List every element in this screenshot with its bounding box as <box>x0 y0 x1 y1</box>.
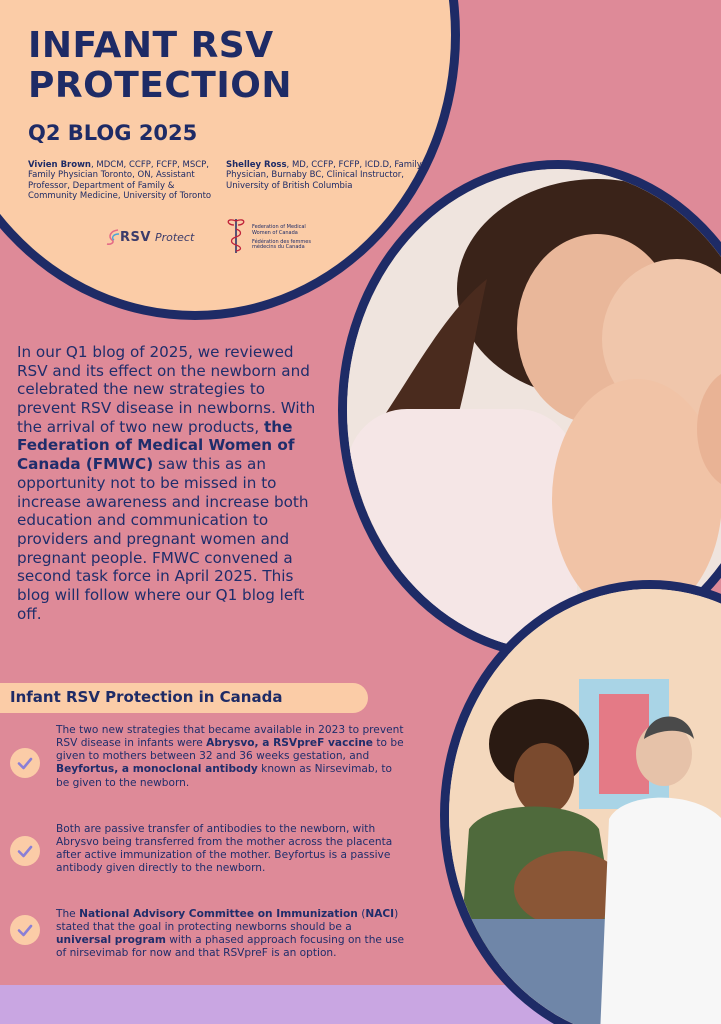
author-credentials: , MD, CCFP, FCFP, ICD.D, Family Physician, Burnaby BC, Clinical Instructor, University of British Columbia <box>226 160 422 191</box>
item-text: The <box>56 908 80 920</box>
bullet-item-passive-transfer <box>56 823 406 876</box>
check-icon <box>10 748 40 778</box>
item-text: with a phased approach focusing on the use of nirsevimab for now and that RSVpreF is an option. <box>56 934 405 960</box>
item-text: ( <box>357 908 366 920</box>
intro-paragraph <box>17 343 322 623</box>
check-mark-icon <box>16 754 34 772</box>
rsv-logo-text: RSV <box>120 229 151 245</box>
author-name: Vivien Brown <box>28 160 91 170</box>
author-shelley-ross <box>226 160 426 191</box>
check-icon <box>10 915 40 945</box>
title-line-1: INFANT RSV <box>28 25 274 66</box>
check-mark-icon <box>16 921 34 939</box>
page-subtitle: Q2 BLOG 2025 <box>28 121 198 145</box>
title-line-2: PROTECTION <box>28 65 292 107</box>
check-icon <box>10 836 40 866</box>
fmwc-name-en: Federation of Medical Women of Canada <box>252 224 306 236</box>
fmwc-logo-text <box>252 225 322 251</box>
author-name: Shelley Ross <box>226 160 287 170</box>
author-credentials: , MDCM, CCFP, FCFP, MSCP, Family Physician Toronto, ON, Assistant Professor, Department of Family & Community Medicine, University of Toronto <box>28 160 212 202</box>
doctor-patient-photo <box>440 580 721 1024</box>
item-text: known as Nirsevimab, to be given to the newborn. <box>56 763 393 789</box>
item-bold-universal: universal program <box>56 934 166 947</box>
rsv-protect-logo <box>106 228 194 246</box>
intro-text-1: In our Q1 blog of 2025, we reviewed RSV and its effect on the newborn and celebrated the new strategies to prevent RSV disease in newborns. With the arrival of two new products, <box>17 343 316 436</box>
section-title: Infant RSV Protection in Canada <box>10 688 283 706</box>
caduceus-icon <box>224 215 248 255</box>
rsv-swirl-icon <box>106 228 120 246</box>
item-bold-naci: NACI <box>365 908 395 920</box>
bullet-item-naci <box>56 908 406 961</box>
intro-bold-fmwc: the Federation of Medical Women of Canada (FMWC) <box>17 417 295 474</box>
author-vivien-brown <box>28 160 223 201</box>
protect-logo-text: Protect <box>154 230 195 244</box>
item-text: The two new strategies that became available in 2023 to prevent RSV disease in infants were <box>56 724 404 750</box>
item-text: ) stated that the goal in protecting newborns should be a <box>56 908 399 934</box>
item-text: to be given to mothers between 32 and 36 weeks gestation, and <box>56 737 404 763</box>
item-bold-beyfortus: Beyfortus, a monoclonal antibody <box>56 763 258 776</box>
item-text: Both are passive transfer of antibodies to the newborn, with Abrysvo being transferred from the mother across the placenta after active immunization of the mother. Beyfortus is a passive antibody given directly to the newborn. <box>56 823 393 875</box>
item-bold-naci-full: National Advisory Committee on Immunization <box>79 908 358 920</box>
fmwc-logo <box>224 215 322 255</box>
doctor-patient-illustration <box>449 589 721 1024</box>
check-mark-icon <box>16 842 34 860</box>
page-title <box>28 26 292 107</box>
fmwc-name-fr: Fédération des femmes médecins du Canada <box>252 238 311 251</box>
item-bold-abrysvo: Abrysvo, a RSVpreF vaccine <box>206 737 373 750</box>
bullet-item-strategies <box>56 724 406 790</box>
intro-text-2: saw this as an opportunity not to be missed in to increase awareness and increase both education and communication to providers and pregnant women and pregnant people. FMWC convened a second task force in April 2025. This blog will follow where our Q1 blog left off. <box>17 455 309 623</box>
